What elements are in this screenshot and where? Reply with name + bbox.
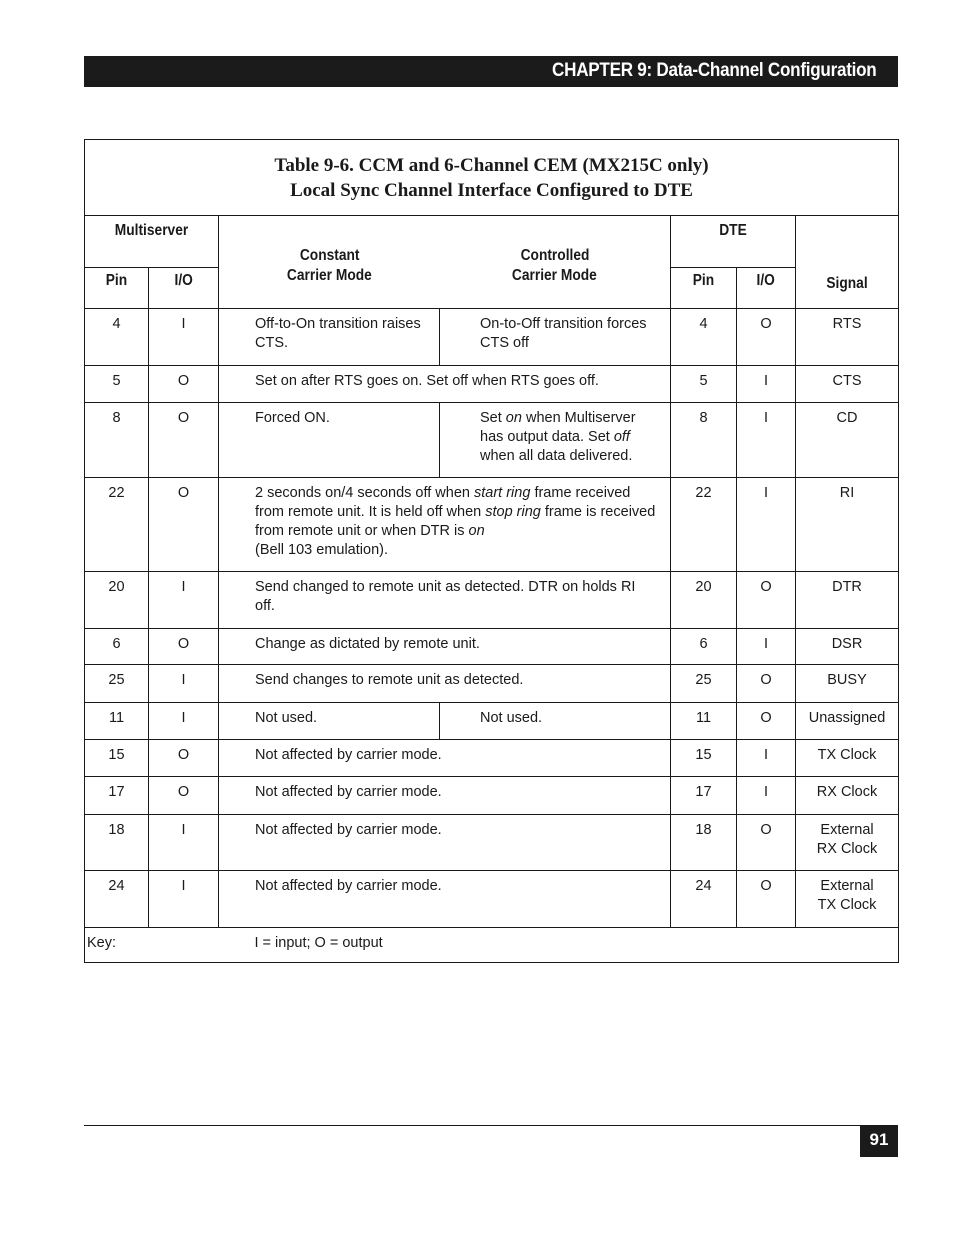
text-span: when all data delivered. [480, 448, 633, 464]
table-row [85, 703, 899, 740]
ms-pin-cell: 8 [85, 403, 149, 478]
ms-pin-cell: 15 [85, 740, 149, 777]
ms-io-cell: O [149, 629, 219, 665]
dte-io-cell: O [737, 815, 796, 871]
table-row [85, 478, 899, 572]
ms-pin-cell: 6 [85, 629, 149, 665]
ms-pin-label: Pin [105, 272, 128, 289]
ms-io-cell: O [149, 403, 219, 478]
table-row [85, 740, 899, 777]
controlled-mode-header [440, 216, 671, 309]
ms-io-cell: I [149, 703, 219, 740]
ms-io-cell: O [149, 366, 219, 403]
constant-mode-cell: Forced ON. [219, 403, 440, 478]
multiserver-label: Multiserver [114, 222, 189, 239]
dte-io-cell: O [737, 309, 796, 366]
footer-rule [84, 1125, 898, 1126]
signal-label: Signal [826, 275, 868, 292]
ms-io-cell: I [149, 572, 219, 629]
dte-pin-cell: 20 [671, 572, 737, 629]
dte-pin-cell: 11 [671, 703, 737, 740]
dte-io-cell: I [737, 740, 796, 777]
text-span: Set [480, 410, 506, 426]
signal-cell [796, 871, 899, 928]
carrier-mode-cell: Not affected by carrier mode. [219, 815, 671, 871]
dte-pin-cell: 15 [671, 740, 737, 777]
dte-pin-cell: 8 [671, 403, 737, 478]
table-row [85, 403, 899, 478]
table-row [85, 665, 899, 703]
ms-io-cell: I [149, 309, 219, 366]
constant-mode-cell: Off-to-On transition raises CTS. [219, 309, 440, 366]
text-span: frame received from remote unit. It is held off when [255, 485, 631, 520]
ms-io-cell: I [149, 871, 219, 928]
ms-pin-cell: 5 [85, 366, 149, 403]
chapter-header-bar [84, 56, 898, 87]
signal-line1: External [820, 878, 874, 894]
table-row [85, 366, 899, 403]
ms-pin-cell: 25 [85, 665, 149, 703]
carrier-mode-cell [219, 478, 671, 572]
carrier-mode-cell: Send changes to remote unit as detected. [219, 665, 671, 703]
dte-io-cell: I [737, 777, 796, 815]
dte-io-cell: O [737, 572, 796, 629]
italic-term: stop ring [485, 504, 541, 520]
dte-pin-cell: 17 [671, 777, 737, 815]
constant-header-line2: Carrier Mode [286, 267, 372, 284]
signal-line2: RX Clock [816, 841, 878, 857]
table-row [85, 815, 899, 871]
table-row [85, 777, 899, 815]
text-span: 2 seconds on/4 seconds off when [255, 485, 474, 501]
carrier-mode-cell: Change as dictated by remote unit. [219, 629, 671, 665]
dte-io-label: I/O [756, 272, 776, 289]
signal-line1: External [820, 822, 874, 838]
text-span: frame is received from remote unit or when DTR is [255, 504, 656, 539]
ms-pin-cell: 20 [85, 572, 149, 629]
signal-cell: Unassigned [796, 703, 899, 740]
signal-cell: RI [796, 478, 899, 572]
ms-pin-cell: 18 [85, 815, 149, 871]
signal-cell: CD [796, 403, 899, 478]
ms-pin-cell: 22 [85, 478, 149, 572]
ms-io-cell: O [149, 478, 219, 572]
signal-cell: TX Clock [796, 740, 899, 777]
controlled-mode-cell [440, 403, 671, 478]
italic-term: start ring [474, 485, 531, 501]
table-title-line2: Local Sync Channel Interface Configured to DTE [290, 179, 693, 201]
signal-cell: RX Clock [796, 777, 899, 815]
dte-io-cell: O [737, 665, 796, 703]
header-group-row [85, 216, 899, 268]
ms-io-cell: I [149, 665, 219, 703]
controlled-header-line1: Controlled [520, 247, 590, 264]
dte-pin-cell: 22 [671, 478, 737, 572]
dte-label: DTE [719, 222, 747, 239]
text-span: (Bell 103 emulation). [255, 542, 388, 558]
dte-pin-cell: 5 [671, 366, 737, 403]
dte-io-cell: I [737, 629, 796, 665]
controlled-mode-cell: Not used. [440, 703, 671, 740]
dte-pin-cell: 18 [671, 815, 737, 871]
table-row [85, 871, 899, 928]
signal-cell: BUSY [796, 665, 899, 703]
text-span: when Multiserver has output data. Set [480, 410, 636, 445]
ms-pin-cell: 17 [85, 777, 149, 815]
key-label: Key: [85, 928, 219, 963]
table-title-line1: Table 9-6. CCM and 6-Channel CEM (MX215C only) [274, 154, 709, 176]
dte-io-cell: I [737, 366, 796, 403]
carrier-mode-cell: Send changed to remote unit as detected. DTR on holds RI off. [219, 572, 671, 629]
ms-io-cell: I [149, 815, 219, 871]
constant-header-line1: Constant [299, 247, 360, 264]
ms-io-cell: O [149, 777, 219, 815]
ms-pin-cell: 24 [85, 871, 149, 928]
dte-io-cell: O [737, 871, 796, 928]
dte-pin-header [671, 268, 737, 309]
controlled-mode-cell: On-to-Off transition forces CTS off [440, 309, 671, 366]
constant-mode-header [219, 216, 440, 309]
dte-io-cell: I [737, 403, 796, 478]
key-text: I = input; O = output [219, 928, 899, 963]
carrier-mode-cell: Not affected by carrier mode. [219, 740, 671, 777]
signal-cell [796, 815, 899, 871]
signal-cell: DTR [796, 572, 899, 629]
carrier-mode-cell: Not affected by carrier mode. [219, 871, 671, 928]
italic-term: on [468, 523, 485, 539]
ms-pin-cell: 4 [85, 309, 149, 366]
table-title-row [85, 140, 899, 216]
signal-table [84, 139, 899, 963]
dte-pin-cell: 24 [671, 871, 737, 928]
dte-io-cell: O [737, 703, 796, 740]
dte-pin-label: Pin [692, 272, 715, 289]
table-row [85, 629, 899, 665]
carrier-mode-cell: Set on after RTS goes on. Set off when RTS goes off. [219, 366, 671, 403]
ms-io-label: I/O [174, 272, 193, 289]
signal-line2: TX Clock [817, 897, 877, 913]
italic-term: off [613, 429, 630, 445]
ms-pin-cell: 11 [85, 703, 149, 740]
table-row [85, 309, 899, 366]
ms-pin-header [85, 268, 149, 309]
dte-pin-cell: 4 [671, 309, 737, 366]
signal-cell: CTS [796, 366, 899, 403]
key-row [85, 928, 899, 963]
dte-io-cell: I [737, 478, 796, 572]
dte-pin-cell: 6 [671, 629, 737, 665]
signal-header [796, 216, 899, 309]
table-title [85, 140, 899, 216]
signal-cell: DSR [796, 629, 899, 665]
multiserver-header [85, 216, 219, 268]
constant-mode-cell: Not used. [219, 703, 440, 740]
ms-io-cell: O [149, 740, 219, 777]
carrier-mode-cell: Not affected by carrier mode. [219, 777, 671, 815]
dte-io-header [737, 268, 796, 309]
dte-pin-cell: 25 [671, 665, 737, 703]
ms-io-header [149, 268, 219, 309]
table-row [85, 572, 899, 629]
page-number: 91 [860, 1125, 898, 1157]
controlled-header-line2: Carrier Mode [512, 267, 598, 284]
italic-term: on [505, 410, 522, 426]
signal-cell: RTS [796, 309, 899, 366]
dte-header [671, 216, 796, 268]
chapter-title: CHAPTER 9: Data-Channel Configuration [551, 60, 876, 81]
